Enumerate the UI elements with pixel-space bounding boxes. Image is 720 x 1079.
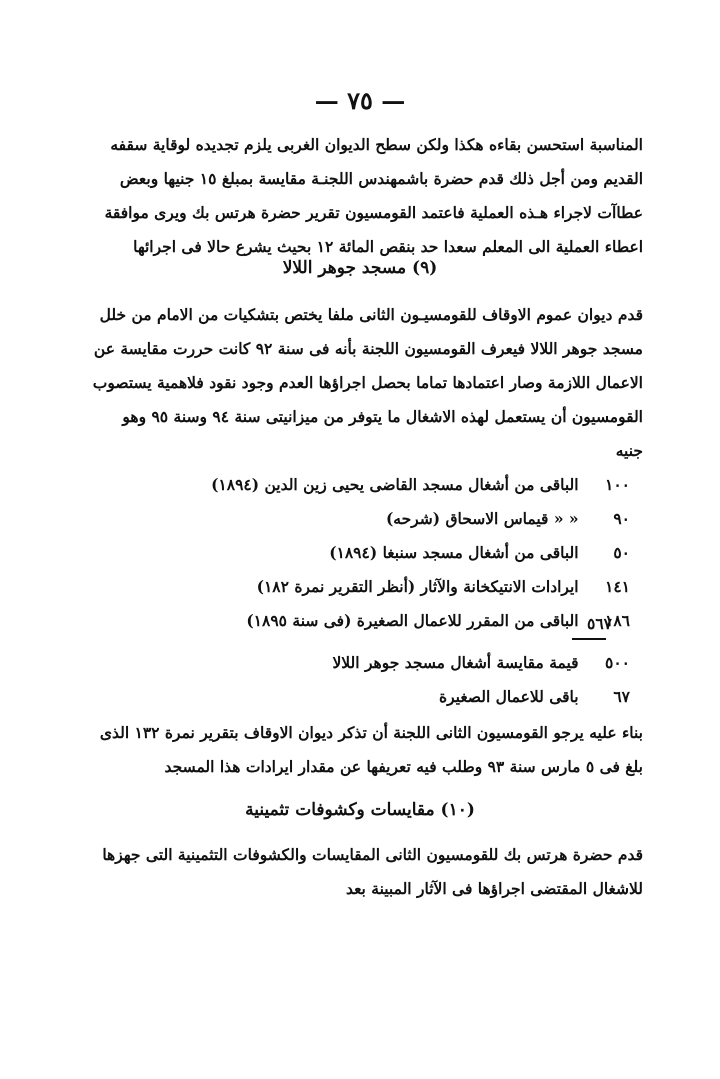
paragraph-line: قدم حضرة هرتس بك للقومسيون الثانى المقايسات والكشوفات التثمينية التى جهزها (102, 845, 643, 864)
item-description: قيمة مقايسة أشغال مسجد جوهر اللالا (332, 653, 579, 672)
section-heading-10: (١٠) مقايسات وكشوفات تثمينية (245, 800, 475, 820)
item-description: « « قيماس الاسحاق (شرحه) (385, 509, 579, 528)
paragraph-line: للاشغال المقتضى اجراؤها فى الآثار المبينة بعد (345, 879, 643, 898)
item-amount: ١٨٦ (605, 611, 630, 630)
sum-total: ٥٦٧ (587, 614, 612, 633)
paragraph-line: المناسبة استحسن بقاءه هكذا ولكن سطح الديوان الغربى يلزم تجديده لوقاية سقفه (110, 135, 643, 154)
sum-rule (572, 638, 606, 640)
paragraph-line: عطاآت لاجراء هـذه العملية فاعتمد القومسيون تقرير حضرة هرتس بك ويرى موافقة (104, 203, 643, 222)
paragraph-line: القومسيون أن يستعمل لهذه الاشغال ما يتوفر من ميزانيتى سنة ٩٤ وسنة ٩٥ وهو (122, 407, 643, 426)
funding-sources-list (200, 468, 630, 638)
paragraph-line: بلغ فى ٥ مارس سنة ٩٣ وطلب فيه تعريفها عن مقدار ايرادات هذا المسجد (164, 757, 643, 776)
item-amount: ٥٠٠ (605, 653, 630, 672)
paragraph-jawhar-mosque (92, 298, 643, 468)
item-amount: ١٤١ (605, 577, 630, 596)
section-heading-9: (٩) مسجد جوهر اللالا (282, 258, 438, 278)
item-amount: ٦٧ (613, 687, 630, 706)
item-amount: ٩٠ (613, 509, 630, 528)
item-description: الباقى من أشغال مسجد القاضى يحيى زين الدين (١٨٩٤) (211, 475, 579, 494)
paragraph-line: بناء عليه يرجو القومسيون الثانى اللجنة أن تذكر ديوان الاوقاف بتقرير نمرة ١٣٢ الذى (99, 723, 643, 742)
list-item (200, 680, 630, 714)
allocation-list (200, 646, 630, 714)
item-description: ايرادات الانتيكخانة والآثار (أنظر التقرير نمرة ١٨٢) (256, 577, 579, 596)
paragraph-line: اعطاء العملية الى المعلم سعدا حد بنقص المائة ١٢ بحيث يشرع حالا فى اجرائها (133, 237, 643, 256)
paragraph-line: القديم ومن أجل ذلك قدم حضرة باشمهندس اللجنـة مقايسة بمبلغ ١٥ جنيها وبعض (119, 169, 643, 188)
item-amount: ٥٠ (613, 543, 630, 562)
paragraph-roof-repair (104, 128, 643, 264)
item-description: الباقى من المقرر للاعمال الصغيرة (فى سنة ١٨٩٥) (246, 611, 579, 630)
item-description: باقى للاعمال الصغيرة (438, 687, 579, 706)
list-item (200, 646, 630, 680)
paragraph-line: الاعمال اللازمة وصار اعتمادها تماما بحصل اجراؤها العدم وجود نقود فلاهمية يستصوب (92, 373, 643, 392)
paragraph-estimates (102, 838, 643, 906)
list-item (200, 468, 630, 502)
item-description: الباقى من أشغال مسجد سنبغا (١٨٩٤) (329, 543, 579, 562)
item-amount: ١٠٠ (605, 475, 630, 494)
page-number: — ٧٥ — (314, 86, 406, 115)
list-item (200, 502, 630, 536)
currency-label: جنيه (615, 441, 643, 460)
paragraph-line: قدم ديوان عموم الاوقاف للقومسيـون الثانى ملفا يختص بتشكيات من الامام من خلل (99, 305, 643, 324)
list-item (200, 570, 630, 604)
list-item (200, 536, 630, 570)
paragraph-waqf-request (99, 716, 643, 784)
paragraph-line: مسجد جوهر اللالا فيعرف القومسيون اللجنة بأنه فى سنة ٩٢ كانت حررت مقايسة عن (93, 339, 643, 358)
